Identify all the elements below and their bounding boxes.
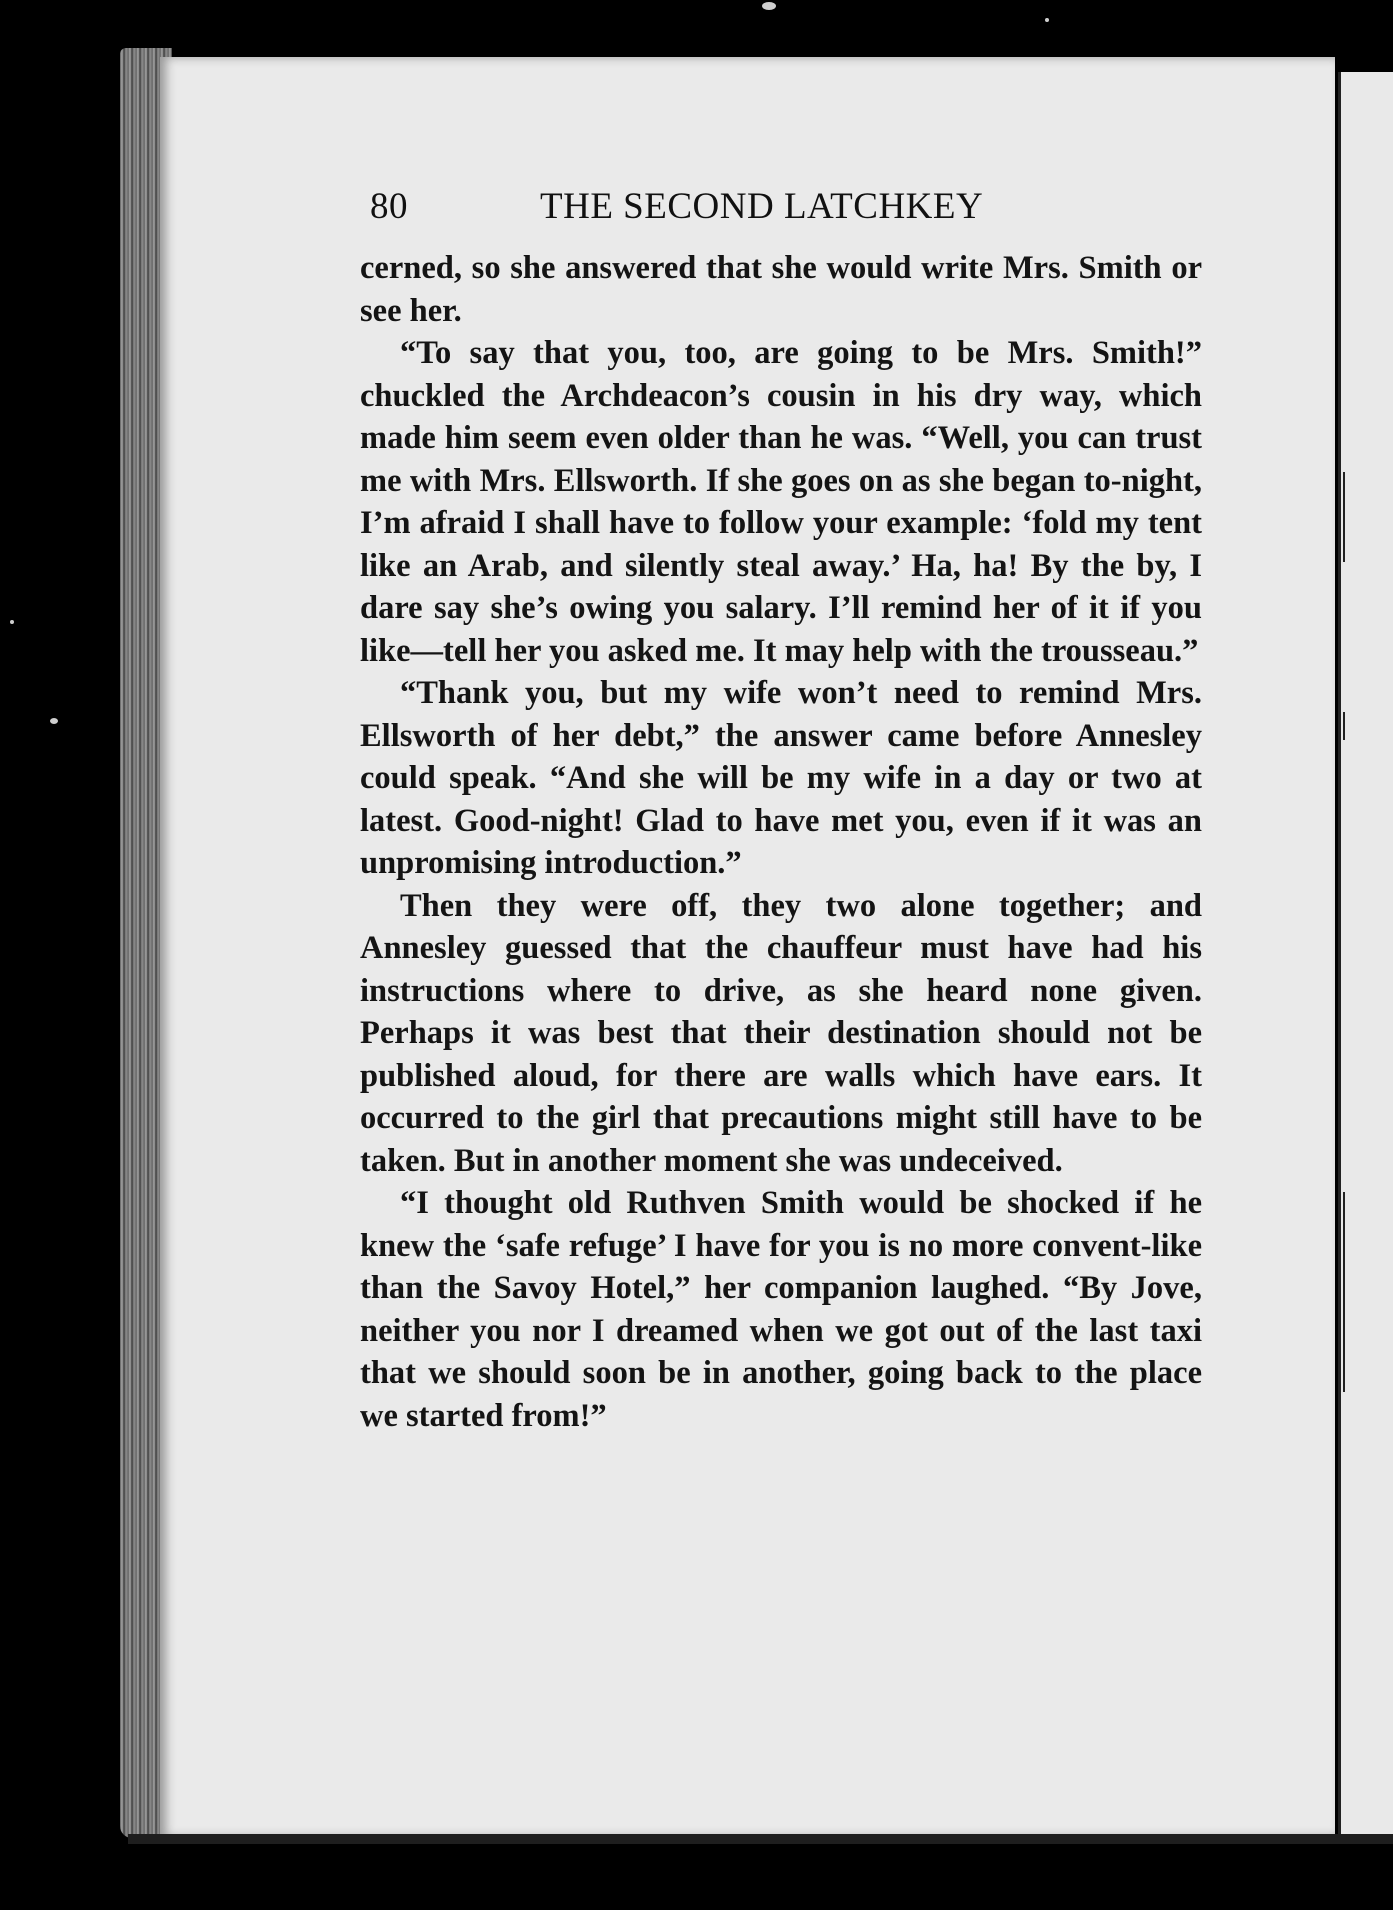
- scan-speck: [50, 718, 58, 724]
- facing-page-mark: [1343, 712, 1345, 740]
- page-bottom-edge: [128, 1834, 1393, 1844]
- page-header: [370, 185, 1040, 235]
- body-text: [360, 247, 1202, 1437]
- facing-page-mark: [1343, 1192, 1345, 1392]
- running-title: THE SECOND LATCHKEY: [540, 186, 984, 227]
- page-number: 80: [370, 186, 408, 227]
- scan-speck: [762, 2, 776, 10]
- facing-page-edge: [1338, 72, 1393, 1838]
- paragraph: Then they were off, they two alone together; and Annesley guessed that the chauffeur must have had his instructions where to drive, as she heard none given. Perhaps it was best that their destination should not be published aloud, for there are walls which have ears. It occurred to the girl that precautions might still have to be taken. But in another moment she was undeceived.: [360, 887, 1202, 1179]
- paragraph: “I thought old Ruthven Smith would be shocked if he knew the ‘safe refuge’ I have for you is no more convent-like than the Savoy Hotel,” her companion laughed. “By Jove, neither you nor I dreamed when we got out of the last taxi that we should soon be in another, going back to the place we started from!”: [360, 1185, 1202, 1434]
- paragraph: cerned, so she answered that she would write Mrs. Smith or see her.: [360, 250, 1202, 329]
- paragraph: “Thank you, but my wife won’t need to remind Mrs. Ellsworth of her debt,” the answer came before Annesley could speak. “And she will be my wife in a day or two at latest. Good-night! Glad to have met you, even if it was an unpromising introduction.”: [360, 675, 1202, 881]
- scan-speck: [10, 620, 14, 624]
- facing-page-mark: [1343, 472, 1345, 562]
- scan-speck: [1045, 18, 1049, 22]
- paragraph: “To say that you, too, are going to be Mrs. Smith!” chuckled the Archdeacon’s cousin in his dry way, which made him seem even older than he was. “Well, you can trust me with Mrs. Ellsworth. If she goes on as she began to-night, I’m afraid I shall have to follow your example: ‘fold my tent like an Arab, and silently steal away.’ Ha, ha! By the by, I dare say she’s owing you salary. I’ll remind her of it if you like—tell her you asked me. It may help with the trousseau.”: [360, 335, 1202, 669]
